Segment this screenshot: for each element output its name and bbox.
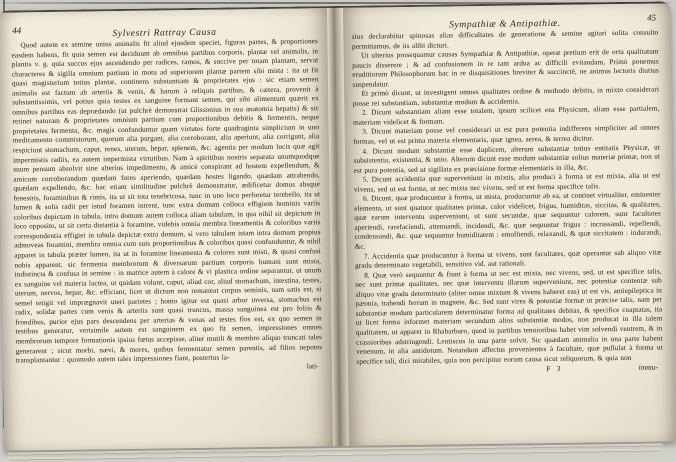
page-number-right: 45 [647, 12, 657, 23]
page-number-left: 44 [12, 25, 22, 36]
body-paragraph-right: 4. Dicunt modum substantiæ esse duplicem, alterum substantiæ totius entitatis Physicæ, ut subsistentia, existentia, & unio. Alterum dicunt esse modum substantiæ solius materiæ primæ, non ut est pura potentia, sed ut sigillata ex præcisione formæ elementaris in illa, &c. [353, 143, 661, 175]
page-left-header [11, 20, 318, 38]
running-header-right: Sympathiæ & Antipathiæ. [449, 18, 561, 31]
body-paragraph-right: Ut ulterius prosequamur causas Sympathiæ & Antipathiæ, operæ pretium erit de ortu qualitatum paucis disserere ; & ad confusionem in re tam ardua ac difficili evitandam, Primò ponemus eruditiorum Philosophorum hac in re disquisitiones breviter & succinctè, ne animus lectoris diutius suspendatur. [352, 47, 659, 89]
page-left [0, 8, 333, 451]
page-right-header [352, 11, 659, 29]
page-right-body [352, 28, 663, 366]
body-paragraph-right: 8. Quæ verò sequuntur & fiunt à forma ut nec est mixta, nec vivens, sed, ut est specifice talis, nec sunt primæ qualitates, nec quæ interventu illarum superveniunt, nec potentiæ contentæ sub aliquo vitæ gradu determinato (aliter omne mixtum & vivens haberet eas) ut est vis, antiepileptica in pæonia, trahendi ferrum in magnete, &c. Sed sunt vires & potentiæ formæ ut præcise talis, nam per substantiæ modum particularem determinatur forma ad qualitates debitas, & specifice coaptatas, ita ut licet forma informet materiam secundum alios substantiæ modos, non producat in illa talem qualitatem, ut apparet in Rhabarbaro, quod in partibus tenuioribus habet vim solvendi ventrem, & in crassioribus adstringendi. Lentiscus in una parte solvit. Sic quædam animalia in una parte habent venenum, in alia antidotum. Notandum affectus provenientes à facultate, quæ pullulat à forma ut specifice tali, dici mirabiles, quia non percipitur eorum causa sicut reliquorum, & quia non [355, 267, 663, 366]
body-paragraph-right: 6. Dicunt, quæ producuntur à forma, ut mista, producuntur ab ea, ut continet virtualiter, eminenter elementa, ut sunt quatuor qualitates primæ, calor videlicet, frigus, humiditas, siccitas, & qualitates, quæ earum interventu superveniunt, ut sunt secundæ, quæ sequuntur calorem, sunt facultates aperiendi, rarefaciendi, attenuandi, incidendi, &c. quæ sequuntur frigus : incrassandi, repellendi, condensandi, &c. quæ sequuntur humiditatem : emolliendi, relaxandi, & quæ siccitatem : indurandi, &c. [354, 190, 662, 251]
body-paragraph-right: 5. Dicunt accidentia quæ superveniunt in mixtis, alia produci à forma ut est mixta, alia ut est vivens, sed ut est forma, ut nec mixta nec vivens, sed ut est forma specifice talis. [353, 171, 661, 194]
running-header-left: Sylvestri Rattray Causa [112, 27, 217, 40]
body-paragraph-right: Et primò dicunt, ut investigent omnes qualitates ordine & methodo debitis, in mixto considerari posse rei substantiam, substantiæ modum & accidentia. [352, 85, 660, 108]
page-left-body [11, 37, 322, 366]
body-paragraph-left: Quod autem ex semine unius animalis fit aliud ejusdem speciei, figuras partes, & proportiones easdem habens, fit quia semen est deciduum ab omnibus partibus corporis, plantæ vel animalis, in plantis v. g. quia succus ejus ascendendo per radices, ramos, & succive per totam plantam, servat characteres & sigilla omnium partium in motu ad superiorem plantæ partem sibi mista : ita ut fit quasi magisterium totius plantæ, continens substantiam & proprietates ejus : sic etiam semen animalis est factum ab arteriis & venis, & harum à reliquis partibus, & cætera, provenit à substantissimis, vel potius quia testes ex sanguine formant semen, qui sibi alimentum quærit ex omnibus partibus eas deprædando (ut pulchrè demonstrat Glissonius in sua anatomia hepatis) & sic retinet naturam & proprietates omnium partium cum proportionibus debitis & fermentis, neque proprietates fermenta, &c. magis confunduntur quam virtutes forte quadraginta simplicium in uno medicamento commistorum, quorum alia purgant, alia corroborant, alia aperiunt, alia corrigunt, alia respiciunt stomachum, caput, renes, uterum, hepar, splenem, &c. agentia per modum lucis quæ agit impermistis radiis, ea autem impermista virtutibus. Nam à spiritibus nostris separata unumquodque suum pensum absolvit sine alterius impedimento, & amicè conspirant ad hostem expellendum, & amicum corroborandum quædam fores aperiendo, quædam hostes ligando, quædam attrahendo, quædam expellendo, &c. hac etiam similitudine pulchrè demonstratur, ædificetur domus absque fenestris, foraminibus & rimis, ita ut sit tota tenebricosa, tunc in uno loco perforetur terebello, ita ut lumen & solis radii per istud foramen intrent, tunc extra domum colloca effigiem hominis variis coloribus depictam in tabula, intra domum autem colloca aliam tabulam, in qua nihil sit depictum in loco opposito, ut sit certa distantia à foramine, videbis omnia membra lineamentis & coloribus variis correspondentia effigiei in tabula depictæ extra domum, si vero tabulam istam intra domum propius admoveas foramini, membra omnia cum suis proportionibus & coloribus quasi confunduntur, & nihil apparet in tabula præter lumen, ita ut in foramine lineamenta & colores sunt misti, & quasi confusi nobis apparent, sic fermenta membrorum & diversarum partium corporis humani sunt mista, indistincta & confusa in semine : in matrice autem à calore & vi plastica ordine separantur, ut unum ex sanguine vel materia lactea, ut quidam volunt, caput, aliud cor, aliud stomachum, intestina, testes, uterum, nervos, hepar, &c. efficiant, licet ut dictum non remaneat corpus seminis, nam satis est, si semel tetigit vel imprægnavit uteri parietes ; homo igitur est quasi arbor inversa, stomachus est radix, solidæ partes cum venis & arteriis sunt quasi truncus, massa sanguinea est pro foliis & frondibus, purior ejus pars descendens per arterias & venas ad testes flos est, ex quo semen in testibus generatur, verisimile autem est sanguinem ex quo fit semen, impressiones omnes membrorum tempore formationis ipsius fœtus accepisse, aliter mutili & membro aliquo truncati tales generarent ; sicut morbi, nævi, & mores, quibus fermentatur semen parentis, ad filios nepotes transplantantur : quomodo autem tales impressiones fiant, posterius la- [11, 37, 323, 365]
book-spread [0, 1, 676, 450]
page-right [342, 3, 676, 446]
body-paragraph-right: 7. Accidentia quæ producuntur à forma ut vivens, sunt facultates, quæ operantur sub aliquo vitæ gradu determinato vegetabili, sensitivo vid. aut rationali. [355, 248, 662, 270]
catchword-right: immu- [638, 362, 659, 372]
catchword-left: lati- [306, 361, 319, 371]
body-paragraph-right: sius declarabitur spinosas alias difficultates de generatione & semine agitari solita consulto permittamus, de iis alibi dicturi. [351, 28, 659, 51]
body-paragraph-right: 2. Dicunt substantiam aliam esse totalem, ipsum scilicet ens Physicum, aliam esse partialem, materiam videlicet & formam. [353, 104, 660, 127]
signature-mark: F 3 [546, 364, 563, 374]
body-paragraph-right: 3. Dicunt materiam posse vel considerari ut est pura potentia indifferens simpliciter ad omnes formas, vel ut est prima materia elementaris, quæ ignea, aerea, & terrea dicitur. [353, 123, 660, 146]
